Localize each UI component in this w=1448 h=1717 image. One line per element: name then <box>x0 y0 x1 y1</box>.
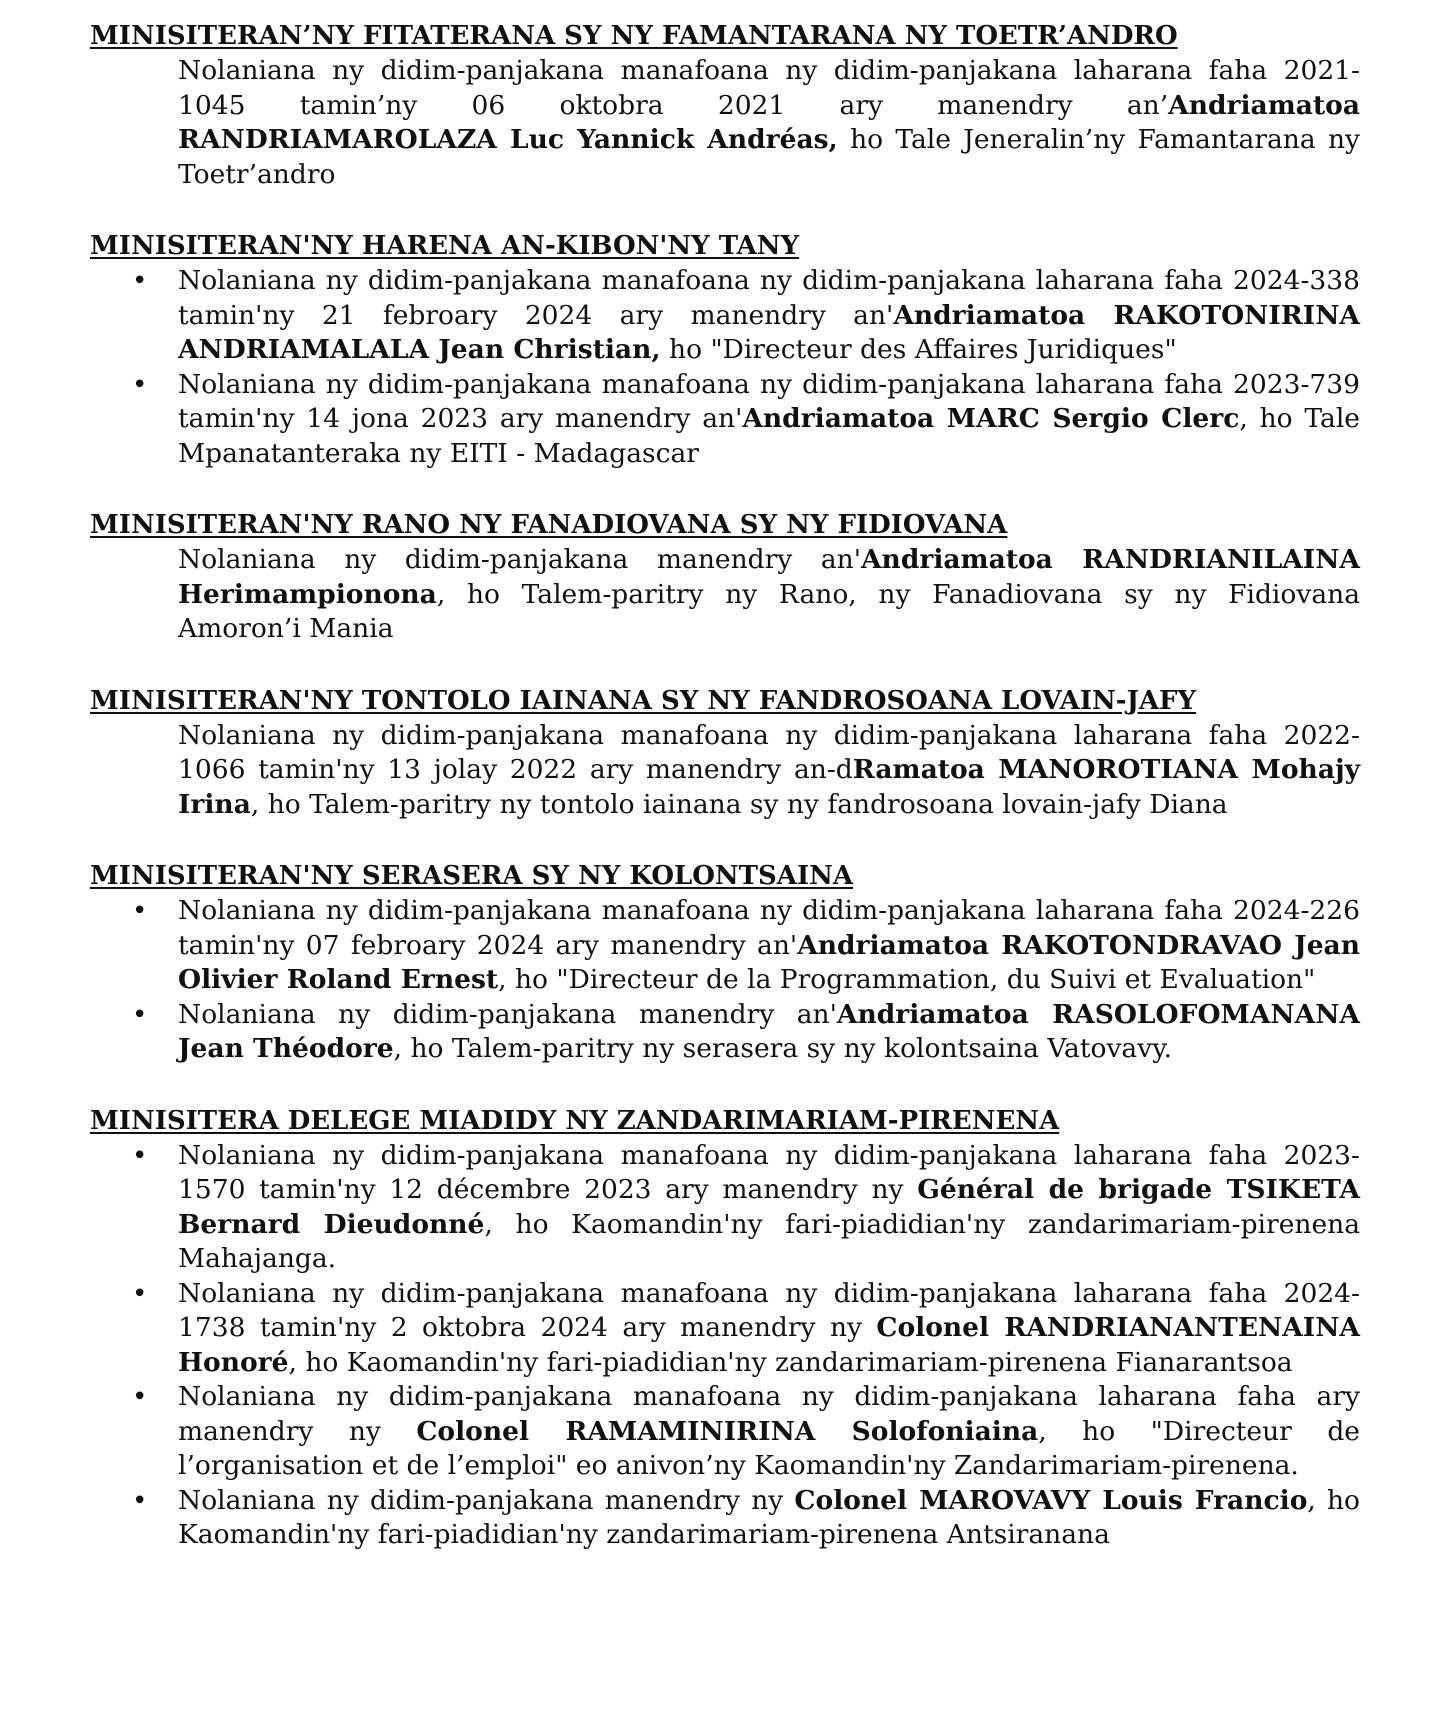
entry-text: Nolaniana ny didim-panjakana manendry an' <box>178 544 861 575</box>
entry-text: , ho Talem-paritry ny tontolo iainana sy ny fandrosoana lovain-jafy Diana <box>250 788 1228 820</box>
section-zandarimariam-pirenena <box>90 1103 1360 1553</box>
entry-text: Nolaniana ny didim-panjakana manafoana ny didim-panjakana laharana faha 2021-1045 tamin’ny 06 oktobra 2021 ary manendry an’ <box>178 55 1360 121</box>
appointment-entry <box>178 719 1360 823</box>
appointment-entry <box>178 1277 1360 1381</box>
appointment-entry <box>178 264 1360 368</box>
section-harena-an-kibon-ny-tany <box>90 228 1360 471</box>
section-heading: MINISITERAN'NY RANO NY FANADIOVANA SY NY FIDIOVANA <box>90 510 1008 540</box>
appointee-name: Andriamatoa RANDRIANILAINA Herimampionona <box>178 544 1360 610</box>
appointee-name: Andriamatoa RANDRIAMAROLAZA Luc Yannick Andréas, <box>178 89 1360 155</box>
appointment-entry <box>178 894 1360 998</box>
section-fitaterana <box>90 18 1360 192</box>
appointment-entry <box>178 1380 1360 1484</box>
entry-text: Nolaniana ny didim-panjakana manendry ny <box>178 1484 795 1516</box>
appointment-entry <box>178 54 1360 192</box>
section-heading: MINISITERAN’NY FITATERANA SY NY FAMANTARANA NY TOETR’ANDRO <box>90 21 1178 51</box>
appointment-entry <box>178 1484 1360 1553</box>
appointment-entry <box>178 543 1360 647</box>
entry-text: Nolaniana ny didim-panjakana manafoana ny didim-panjakana laharana faha 2024-1738 tamin'ny 2 oktobra 2024 ary manendry ny <box>178 1277 1360 1343</box>
entry-text: , ho Kaomandin'ny fari-piadidian'ny zandarimariam-pirenena Fianarantsoa <box>288 1346 1293 1378</box>
appointee-name: Andriamatoa MARC Sergio Clerc <box>742 403 1240 434</box>
section-serasera <box>90 858 1360 1067</box>
entry-text: ho Tale Jeneralin’ny Famantarana ny Toetr’andro <box>178 124 1360 190</box>
section-heading: MINISITERA DELEGE MIADIDY NY ZANDARIMARIAM-PIRENENA <box>90 1105 1060 1136</box>
entry-text: Nolaniana ny didim-panjakana manafoana ny didim-panjakana laharana faha 2024-338 tamin'ny 21 febroary 2024 ary manendry an' <box>178 265 1360 331</box>
appointment-entry <box>178 1139 1360 1277</box>
appointee-name: Général de brigade TSIKETA Bernard Dieudonné <box>178 1174 1360 1240</box>
entry-text: , ho Kaomandin'ny fari-piadidian'ny zandarimariam-pirenena Antsiranana <box>178 1484 1360 1550</box>
appointee-name: Colonel RANDRIANANTENAINA Honoré <box>178 1312 1360 1378</box>
section-tontolo-iainana <box>90 683 1360 823</box>
entry-text: , ho Talem-paritry ny serasera sy ny kolontsaina Vatovavy. <box>393 1033 1173 1064</box>
entry-text: ho "Directeur des Affaires Juridiques" <box>660 334 1177 365</box>
entry-text: Nolaniana ny didim-panjakana manafoana ny didim-panjakana laharana faha 2022-1066 tamin'ny 13 jolay 2022 ary manendry an-d <box>178 719 1360 785</box>
entry-text: Nolaniana ny didim-panjakana manafoana ny didim-panjakana laharana faha ary manendry ny <box>178 1381 1360 1447</box>
section-rano <box>90 507 1360 647</box>
appointment-entry <box>178 368 1360 472</box>
entry-text: , ho "Directeur de la Programmation, du Suivi et Evaluation" <box>498 964 1316 995</box>
appointee-name: Ramatoa MANOROTIANA Mohajy Irina <box>178 754 1360 820</box>
entry-text: Nolaniana ny didim-panjakana manafoana ny didim-panjakana laharana faha 2024-226 tamin'ny 07 febroary 2024 ary manendry an' <box>178 895 1360 961</box>
appointment-entry <box>178 998 1360 1067</box>
appointee-name: Colonel MAROVAVY Louis Francio <box>794 1484 1308 1516</box>
entry-text: Nolaniana ny didim-panjakana manafoana ny didim-panjakana laharana faha 2023-1570 tamin'ny 12 décembre 2023 ary manendry ny <box>178 1139 1360 1205</box>
entry-text: Nolaniana ny didim-panjakana manafoana ny didim-panjakana laharana faha 2023-739 tamin'ny 14 jona 2023 ary manendry an' <box>178 368 1360 434</box>
section-heading: MINISITERAN'NY HARENA AN-KIBON'NY TANY <box>90 231 800 261</box>
document-page <box>90 18 1360 1589</box>
appointee-name: Colonel RAMAMINIRINA Solofoniaina <box>416 1415 1039 1447</box>
entry-text: , ho Tale Mpanatanteraka ny EITI - Madagascar <box>178 403 1360 469</box>
appointee-name: Andriamatoa RAKOTONIRINA ANDRIAMALALA Jean Christian, <box>178 299 1360 365</box>
entry-text: , ho "Directeur de l’organisation et de l’emploi" eo anivon’ny Kaomandin'ny Zandarimariam-pirenena. <box>178 1415 1360 1481</box>
appointee-name: Andriamatoa RAKOTONDRAVAO Jean Olivier Roland Ernest <box>178 929 1360 995</box>
entry-text: Nolaniana ny didim-panjakana manendry an' <box>178 998 837 1030</box>
section-heading: MINISITERAN'NY TONTOLO IAINANA SY NY FANDROSOANA LOVAIN-JAFY <box>90 685 1197 716</box>
entry-text: , ho Talem-paritry ny Rano, ny Fanadiovana sy ny Fidiovana Amoron’i Mania <box>178 578 1360 644</box>
appointee-name: Andriamatoa RASOLOFOMANANA Jean Théodore <box>178 998 1360 1064</box>
entry-text: , ho Kaomandin'ny fari-piadidian'ny zandarimariam-pirenena Mahajanga. <box>178 1208 1360 1274</box>
section-heading: MINISITERAN'NY SERASERA SY NY KOLONTSAINA <box>90 861 854 891</box>
